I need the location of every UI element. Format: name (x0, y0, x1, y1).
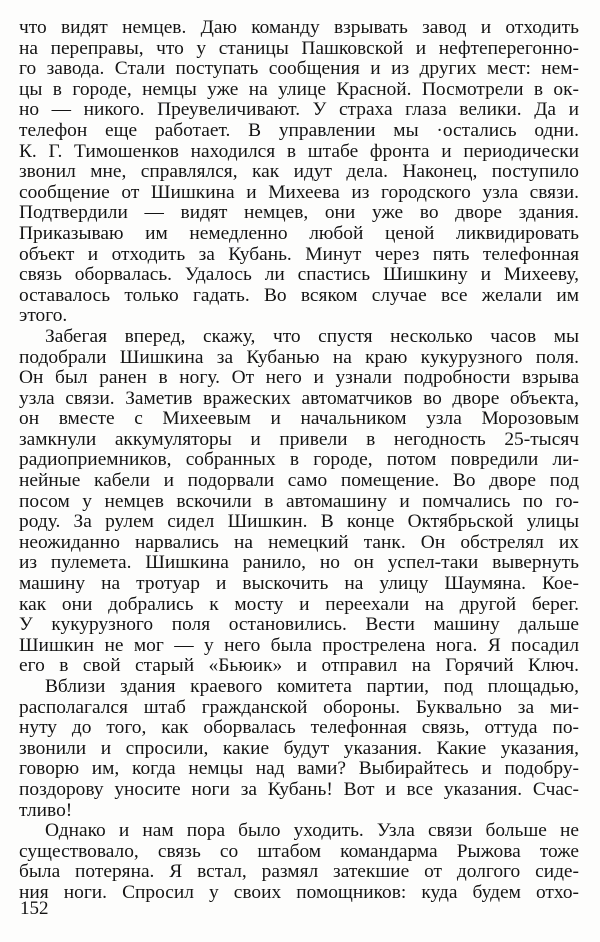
text-line: что видят немцев. Даю команду взрывать завод и отходить (19, 17, 579, 38)
text-line: он вместе с Михеевым и начальником узла Морозовым (19, 408, 579, 430)
text-line: нейные кабели и подорвали само помещение. Во дворе под (19, 470, 579, 492)
text-line: Он был ранен в ногу. От него и узнали подробности взрыва (19, 367, 579, 389)
text-line: объект и отходить за Кубань. Минут через пять телефонная (19, 243, 579, 265)
text-line: цы в городе, немцы уже на улице Красной. Посмотрели в ок- (19, 78, 579, 100)
paragraph (19, 821, 579, 903)
text-line: Забегая вперед, скажу, что спустя несколько часов мы (45, 325, 579, 347)
text-line: на переправы, что у станицы Пашковской и нефтеперегонно- (19, 37, 579, 59)
text-line: поздорову уносите ноги за Кубань! Вот и все указания. Счас- (19, 778, 579, 800)
text-line: ния ноги. Спросил у своих помощников: куда будем отхо- (19, 881, 579, 903)
text-line: Шишкин не мог — у него была прострелена нога. Я посадил (19, 634, 579, 656)
text-line: этого. (19, 305, 68, 327)
text-line: неожиданно нарвались на немецкий танк. Он обстрелял их (19, 531, 579, 553)
text-line: подобрали Шишкина за Кубанью на краю кукурузного поля. (19, 346, 579, 368)
text-line: радиоприемников, собранных в городе, потом повредили ли- (19, 449, 579, 471)
text-line: звонили и спросили, какие будут указания. Какие указания, (19, 737, 579, 759)
text-line: телефон еще работает. В управлении мы ·остались одни. (19, 119, 579, 141)
text-line: У кукурузного поля остановились. Вести машину дальше (19, 614, 579, 636)
text-line: сообщение от Шишкина и Михеева из городского узла связи. (19, 181, 579, 203)
text-line: из пулемета. Шишкина ранило, но он успел-таки вывернуть (19, 552, 579, 574)
body-text (19, 18, 579, 904)
text-line: располагался штаб гражданской обороны. Буквально за ми- (19, 696, 579, 718)
paragraph (19, 18, 579, 327)
paragraph (19, 327, 579, 677)
text-line: Вблизи здания краевого комитета партии, под площадью, (45, 676, 579, 697)
text-line: К. Г. Тимошенков находился в штабе фронта и периодически (19, 140, 579, 162)
text-line: оставалось только гадать. Во всяком случае все желали им (19, 284, 579, 306)
text-line: Приказываю им немедленно любой ценой ликвидировать (19, 222, 579, 244)
text-line: существовало, связь со штабом командарма Рыжова тоже (19, 840, 579, 862)
text-line: говорю им, когда немцы над вами? Выбирайтесь и подобру- (19, 758, 579, 780)
text-line: как они добрались к мосту и переехали на другой берег. (19, 593, 579, 615)
text-line: звонил мне, справлялся, как идут дела. Наконец, поступило (19, 161, 579, 183)
text-line: его в свой старый «Бьюик» и отправил на Горячий Ключ. (19, 655, 579, 677)
text-line: посом у немцев вскочили в автомашину и помчались по го- (19, 490, 579, 512)
text-line: но — никого. Преувеличивают. У страха глаза велики. Да и (19, 99, 579, 121)
text-line: го завода. Стали поступать сообщения и из других мест: нем- (19, 58, 579, 80)
text-line: замкнули аккумуляторы и привели в негодность 25-тысяч (19, 428, 579, 450)
paragraph (19, 677, 579, 821)
text-line: была потеряна. Я встал, размял затекшие от долгого сиде- (19, 861, 579, 883)
text-line: роду. За рулем сидел Шишкин. В конце Октябрьской улицы (19, 511, 579, 533)
text-line: машину на тротуар и выскочить на улицу Шаумяна. Кое- (19, 573, 579, 595)
text-line: узла связи. Заметив вражеских автоматчиков во дворе объекта, (19, 387, 579, 409)
text-line: Подтвердили — видят немцев, они уже во дворе здания. (19, 202, 579, 224)
text-line: связь оборвалась. Удалось ли спастись Шишкину и Михееву, (19, 264, 579, 286)
page-number: 152 (20, 898, 49, 919)
text-line: Однако и нам пора было уходить. Узла связи больше не (45, 820, 579, 842)
text-line: нуту до того, как оборвалась телефонная связь, оттуда по- (19, 717, 579, 739)
text-line: тливо! (19, 799, 73, 821)
